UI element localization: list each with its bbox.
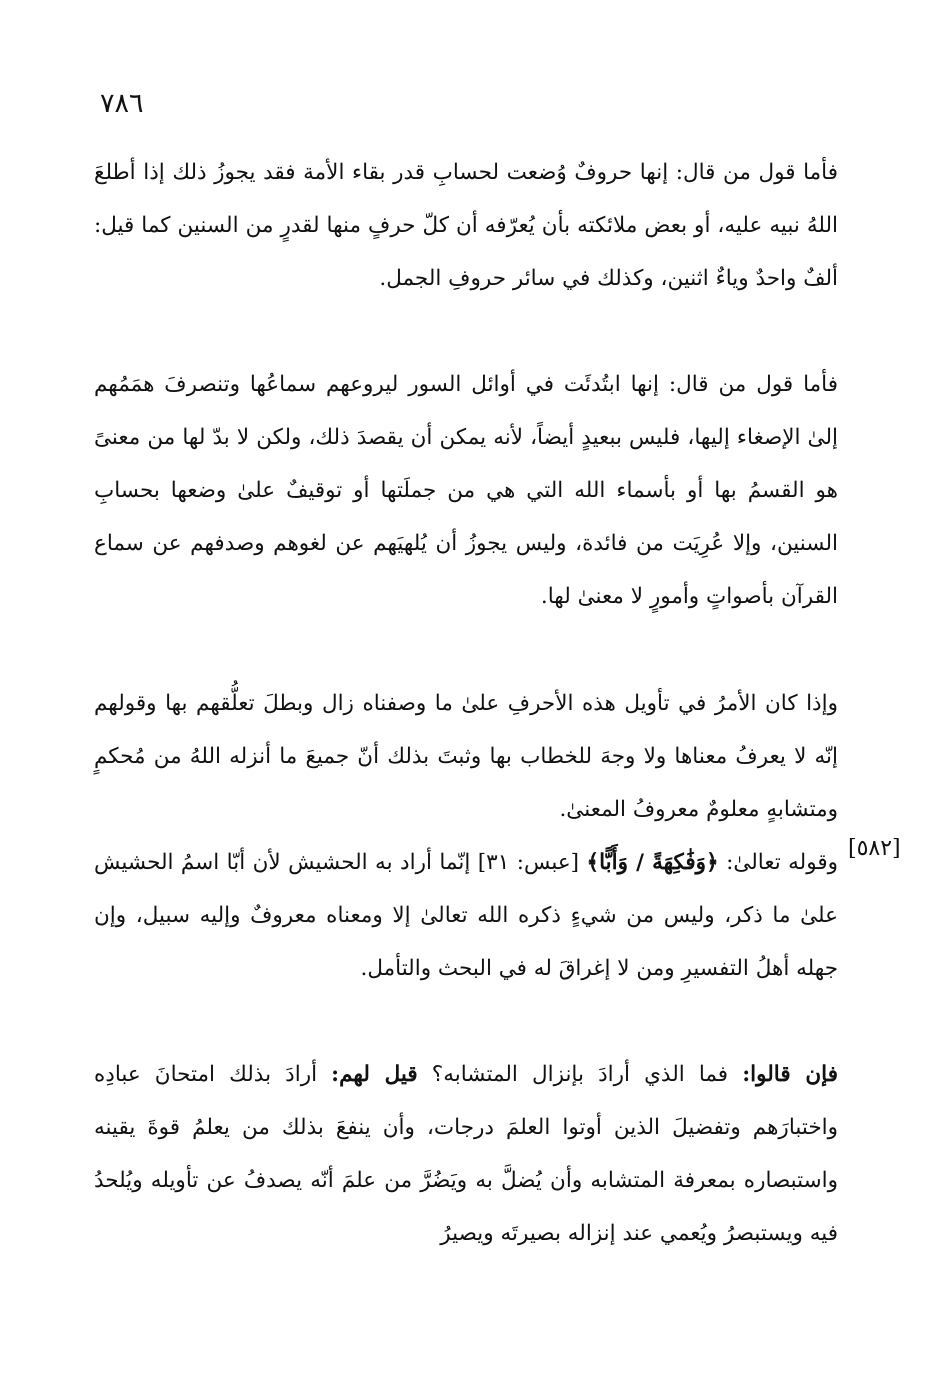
objection-text: فما الذي أرادَ بإنزال المتشابه؟	[417, 1062, 743, 1087]
paragraph-2: فأما قول من قال: إنها ابتُدئَت في أوائل السور ليروعهم سماعُها وتنصرفَ همَمُهم إلىٰ الإصغاء إليها، فليس ببعيدٍ أيضاً، لأنه يمكن أن يقصدَ ذلك، ولكن لا بدّ لها من معنىً هو القسمُ بها أو بأسماء الله التي هي من جملَتها أو توقيفٌ علىٰ وضعها بحسابِ السنين، وإلا عُرِيَت من فائدة، وليس يجوزُ أن يُلهيَهم عن لغوهم وصدفهم عن سماع القرآن بأصواتٍ وأمورٍ لا معنىٰ لها.	[94, 372, 838, 609]
objection-label: فإن قالوا:	[742, 1062, 838, 1087]
page-number: ٧٨٦	[100, 88, 144, 119]
paragraph-4	[94, 836, 838, 995]
quran-verse: ﴿وَفَٰكِهَةً / وَأَبًّا﴾	[586, 850, 719, 875]
reply-label: قيل لهم:	[331, 1062, 418, 1087]
paragraph-5	[94, 1048, 838, 1260]
margin-reference-number: [٥٨٢]	[848, 836, 901, 861]
paragraph-1: فأما قول من قال: إنها حروفٌ وُضعت لحسابِ قدر بقاء الأمة فقد يجوزُ ذلك إذا أطلعَ اللهُ نبيه عليه، أو بعض ملائكته بأن يُعرّفه أن كلّ حرفٍ منها لقدرٍ من السنين كما قيل: ألفٌ واحدٌ وياءٌ اثنين، وكذلك في سائر حروفِ الجمل.	[94, 160, 838, 291]
paragraph-4-intro: وقوله تعالىٰ:	[718, 850, 839, 875]
paragraph-3: وإذا كان الأمرُ في تأويل هذه الأحرفِ علىٰ ما وصفناه زال وبطلَ تعلُّقهم بها وقولهم إنّه لا يعرفُ معناها ولا وجهَ للخطاب بها وثبتَ بذلك أنّ جميعَ ما أنزله اللهُ من مُحكمٍ ومتشابهٍ معلومٌ معروفُ المعنىٰ.	[94, 691, 838, 822]
paragraph-4-body: [عبس: ٣١] إنّما أراد به الحشيش لأن أبّا اسمُ الحشيش علىٰ ما ذكر، وليس من شيءٍ ذكره الله تعالىٰ إلا ومعناه معروفٌ وإليه سبيل، وإن جهله أهلُ التفسيرِ ومن لا إغراقَ له في البحث والتأمل.	[94, 850, 838, 981]
reply-text: أرادَ بذلك امتحانَ عبادِه واختبارَهم وتفضيلَ الذين أوتوا العلمَ درجات، وأن ينفعَ بذلك من يعلمُ قوةَ يقينه واستبصاره بمعرفة المتشابه وأن يُضلَّ به ويَضُرَّ من علمَ أنّه يصدفُ عن تأويله ويُلحدُ فيه ويستبصرُ ويُعمي عند إنزاله بصيرتَه ويصيرُ	[94, 1062, 838, 1246]
